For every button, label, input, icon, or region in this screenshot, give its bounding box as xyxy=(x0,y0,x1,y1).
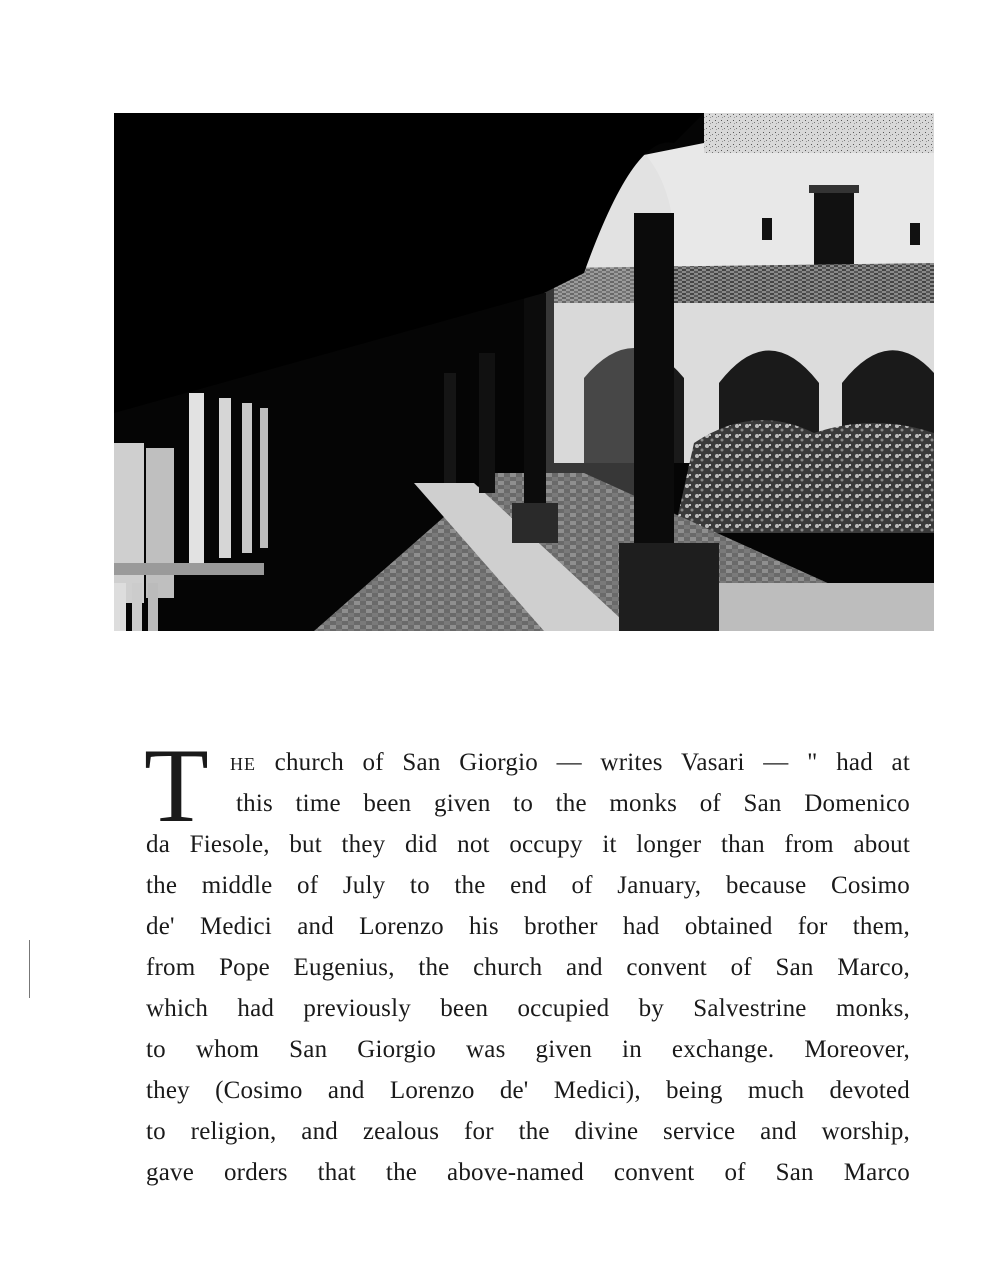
text-line-9: they (Cosimo and Lorenzo de' Medici), being much devoted xyxy=(146,1077,910,1104)
text-line-2: this time been given to the monks of San Domenico xyxy=(236,790,910,817)
text-line-1-rest: church of San Giorgio — writes Vasari — " had at xyxy=(274,749,910,776)
cloister-photo-svg xyxy=(114,113,934,631)
text-line-6: from Pope Eugenius, the church and convent of San Marco, xyxy=(146,954,910,981)
text-line-4: the middle of July to the end of January, because Cosimo xyxy=(146,872,910,899)
text-line-5: de' Medici and Lorenzo his brother had obtained for them, xyxy=(146,913,910,940)
small-caps-word: he xyxy=(230,749,256,776)
text-line-8: to whom San Giorgio was given in exchange. Moreover, xyxy=(146,1036,910,1063)
margin-mark xyxy=(29,940,30,998)
text-line-11: gave orders that the above-named convent of San Marco xyxy=(146,1159,910,1186)
cloister-photograph xyxy=(114,113,934,631)
text-line-10: to religion, and zealous for the divine service and worship, xyxy=(146,1118,910,1145)
text-line-3: da Fiesole, but they did not occupy it longer than from about xyxy=(146,831,910,858)
text-line-7: which had previously been occupied by Salvestrine monks, xyxy=(146,995,910,1022)
text-line-1 xyxy=(230,742,910,783)
drop-cap: T xyxy=(144,727,209,844)
